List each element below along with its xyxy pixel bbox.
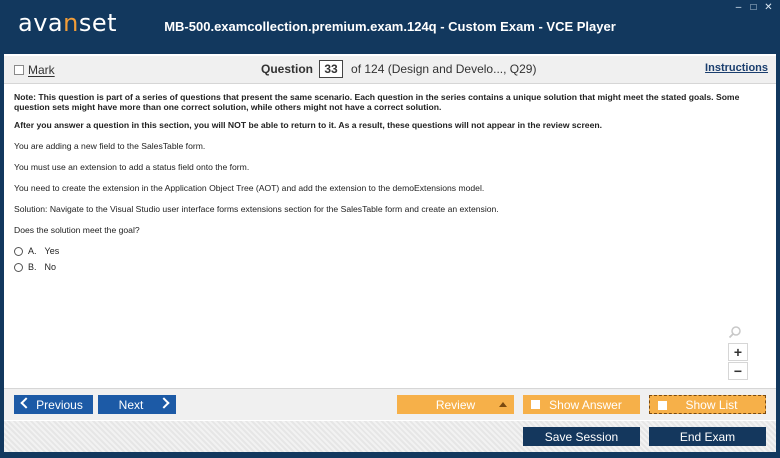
chevron-left-icon xyxy=(20,397,31,408)
next-button[interactable] xyxy=(98,395,176,414)
show-list-button[interactable] xyxy=(649,395,766,414)
mark-checkbox[interactable] xyxy=(14,63,55,77)
question-content xyxy=(4,85,776,387)
window-frame-bottom xyxy=(0,452,780,458)
choice-letter: B. xyxy=(28,262,37,272)
save-session-button[interactable]: Save Session xyxy=(523,427,640,446)
choice-letter: A. xyxy=(28,246,37,256)
next-label: Next xyxy=(118,397,144,412)
question-text: You must use an extension to add a status field onto the form. xyxy=(14,162,250,172)
show-answer-button[interactable] xyxy=(523,395,640,414)
mark-label: Mark xyxy=(28,63,55,77)
window-title: MB-500.examcollection.premium.exam.124q - Custom Exam - VCE Player xyxy=(164,19,616,34)
question-number-input[interactable]: 33 xyxy=(319,60,343,78)
question-note: Note: This question is part of a series of questions that present the same scenario. Each question in the series contains a unique solution that might meet the stated goals. Some question sets might have more than one correct solution, while others might not have a correct solution. xyxy=(14,92,740,112)
question-text: Solution: Navigate to the Visual Studio user interface forms extensions section for the SalesTable form and create an extension. xyxy=(14,204,499,214)
review-button[interactable] xyxy=(397,395,514,414)
checkbox-icon[interactable] xyxy=(531,400,540,409)
question-bar xyxy=(4,56,776,84)
avanset-logo: avanset xyxy=(18,9,118,37)
previous-label: Previous xyxy=(36,397,83,412)
caret-up-icon xyxy=(499,402,507,407)
question-text: You need to create the extension in the Application Object Tree (AOT) and add the extension to the demoExtensions model. xyxy=(14,183,485,193)
checkbox-icon[interactable] xyxy=(658,401,667,410)
checkbox-icon[interactable] xyxy=(14,65,24,75)
chevron-right-icon xyxy=(158,397,169,408)
choice-text: No xyxy=(44,262,57,272)
question-count: of 124 (Design and Develo..., Q29) xyxy=(351,62,537,76)
minimize-icon[interactable]: – xyxy=(735,2,742,13)
choice-b[interactable] xyxy=(14,262,766,272)
window-controls xyxy=(733,2,774,13)
previous-button[interactable] xyxy=(14,395,93,414)
choice-text: Yes xyxy=(44,246,60,256)
show-answer-label: Show Answer xyxy=(549,397,622,412)
zoom-out-button[interactable]: − xyxy=(728,362,748,380)
maximize-icon[interactable]: □ xyxy=(750,2,757,13)
zoom-in-button[interactable]: + xyxy=(728,343,748,361)
radio-button[interactable] xyxy=(14,247,23,256)
window-frame-right xyxy=(776,54,780,452)
bottom-bar xyxy=(4,421,776,452)
radio-button[interactable] xyxy=(14,263,23,272)
question-prompt: Does the solution meet the goal? xyxy=(14,225,140,235)
choice-a[interactable] xyxy=(14,246,766,256)
end-exam-button[interactable]: End Exam xyxy=(649,427,766,446)
title-bar xyxy=(0,0,780,54)
question-label: Question xyxy=(261,62,314,76)
show-list-label: Show List xyxy=(685,397,738,412)
close-icon[interactable]: ✕ xyxy=(764,2,773,13)
navigation-bar xyxy=(4,388,776,420)
review-label: Review xyxy=(435,397,476,412)
question-text: You are adding a new field to the SalesTable form. xyxy=(14,141,206,151)
instructions-link[interactable]: Instructions xyxy=(705,62,768,74)
question-warning: After you answer a question in this section, you will NOT be able to return to it. As a result, these questions will not appear in the review screen. xyxy=(14,120,602,130)
magnifier-icon xyxy=(728,325,742,339)
question-indicator xyxy=(261,60,536,78)
